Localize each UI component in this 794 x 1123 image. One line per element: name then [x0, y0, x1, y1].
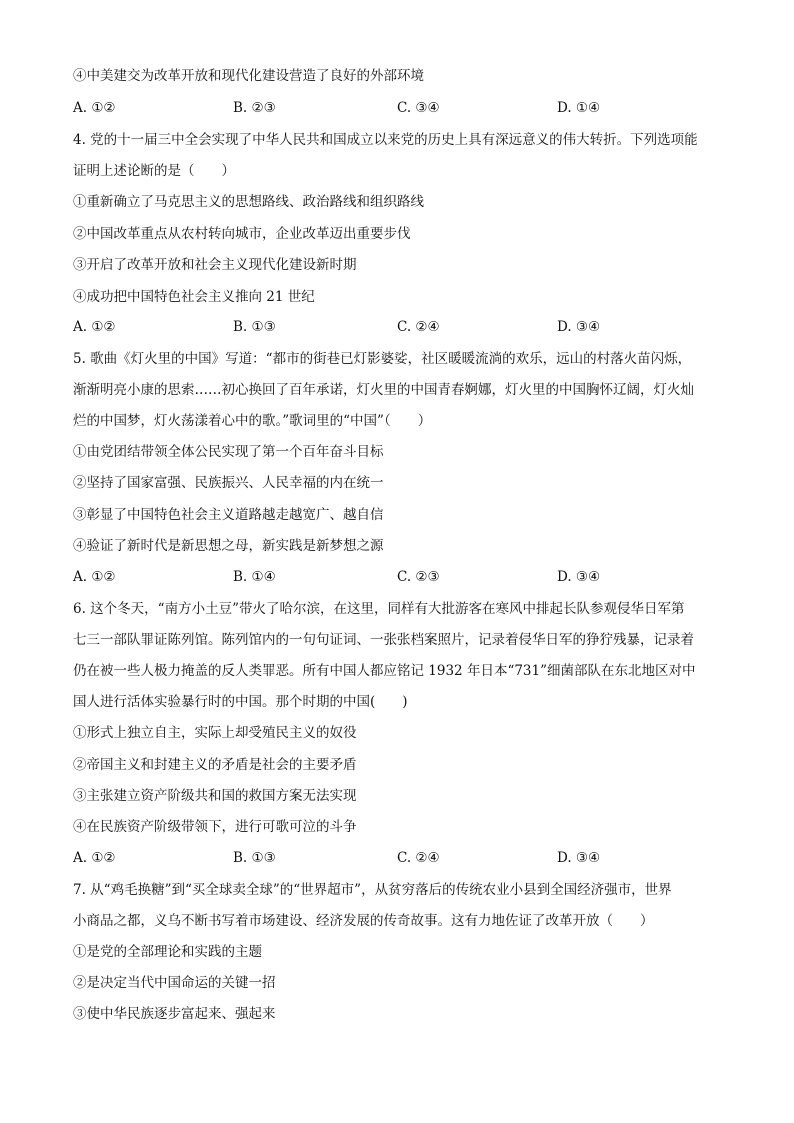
- q6-statement-3: ③主张建立资产阶级共和国的救国方案无法实现: [73, 788, 357, 804]
- q4-option-c[interactable]: C. ②④: [397, 319, 440, 335]
- q5-stem-line-3: 烂的中国梦，灯火荡漾着心中的歌。”歌词里的“中国”（ ）: [73, 413, 432, 429]
- q7-statement-2: ②是决定当代中国命运的关键一招: [73, 975, 276, 991]
- q5-option-d[interactable]: D. ③④: [557, 569, 601, 585]
- q7-stem-line-2: 小商品之都，义乌不断书写着市场建设、经济发展的传奇故事。这有力地佐证了改革开放（ ）: [73, 913, 654, 929]
- q7-statement-1: ①是党的全部理论和实践的主题: [73, 944, 262, 960]
- q3-options: [73, 99, 728, 117]
- q5-option-c[interactable]: C. ②③: [397, 569, 440, 585]
- q3-option-c[interactable]: C. ③④: [397, 100, 440, 116]
- q4-option-a[interactable]: A. ①②: [73, 319, 116, 335]
- q4-option-d[interactable]: D. ③④: [557, 319, 601, 335]
- q7-stem-line-1: 7. 从“鸡毛换糖”到“买全球卖全球”的“世界超市”，从贫穷落后的传统农业小县到全国经济强市，世界: [73, 882, 672, 898]
- q6-statement-4: ④在民族资产阶级带领下，进行可歌可泣的斗争: [73, 819, 357, 835]
- q4-stem-line-1: 4. 党的十一届三中全会实现了中华人民共和国成立以来党的历史上具有深远意义的伟大转折。下列选项能: [73, 132, 698, 148]
- q7-statement-3: ③使中华民族逐步富起来、强起来: [73, 1006, 276, 1022]
- q5-stem-line-2: 渐渐明亮小康的思索……初心换回了百年承诺，灯火里的中国青春婀娜，灯火里的中国胸怀辽阔，灯火灿: [73, 382, 694, 398]
- q6-option-d[interactable]: D. ③④: [557, 850, 601, 866]
- q6-statement-2: ②帝国主义和封建主义的矛盾是社会的主要矛盾: [73, 757, 357, 773]
- q4-option-b[interactable]: B. ①③: [233, 319, 276, 335]
- q5-stem-line-1: 5. 歌曲《灯火里的中国》写道：“都市的街巷已灯影婆娑，社区暖暖流淌的欢乐，远山的村落火苗闪烁，: [73, 351, 692, 367]
- q6-option-b[interactable]: B. ①③: [233, 850, 276, 866]
- q3-option-a[interactable]: A. ①②: [73, 100, 116, 116]
- q6-stem-line-3: 仍在被一些人极力掩盖的反人类罪恶。所有中国人都应铭记 1932 年日本“731”细菌部队在东北地区对中: [73, 663, 696, 679]
- q3-option-b[interactable]: B. ②③: [233, 100, 276, 116]
- q6-stem-line-4: 国人进行活体实验暴行时的中国。那个时期的中国( ): [73, 694, 408, 710]
- q6-stem-line-1: 6. 这个冬天，“南方小土豆”带火了哈尔滨，在这里，同样有大批游客在寒风中排起长队参观侵华日军第: [73, 601, 685, 617]
- q6-stem-line-2: 七三一部队罪证陈列馆。陈列馆内的一句句证词、一张张档案照片，记录着侵华日军的狰狞残暴，记录着: [73, 632, 694, 648]
- q4-statement-4: ④成功把中国特色社会主义推向 21 世纪: [73, 289, 315, 305]
- q6-options: [73, 849, 728, 867]
- q4-statement-1: ①重新确立了马克思主义的思想路线、政治路线和组织路线: [73, 194, 424, 210]
- q4-statement-3: ③开启了改革开放和社会主义现代化建设新时期: [73, 257, 357, 273]
- q5-option-a[interactable]: A. ①②: [73, 569, 116, 585]
- q5-statement-4: ④验证了新时代是新思想之母，新实践是新梦想之源: [73, 538, 384, 554]
- q5-statement-3: ③彰显了中国特色社会主义道路越走越宽广、越自信: [73, 507, 384, 523]
- q3-option-d[interactable]: D. ①④: [557, 100, 601, 116]
- q6-option-c[interactable]: C. ②④: [397, 850, 440, 866]
- q3-statement-4: ④中美建交为改革开放和现代化建设营造了良好的外部环境: [73, 68, 424, 84]
- q5-options: [73, 568, 728, 586]
- q4-options: [73, 318, 728, 336]
- q6-option-a[interactable]: A. ①②: [73, 850, 116, 866]
- q6-statement-1: ①形式上独立自主，实际上却受殖民主义的奴役: [73, 725, 357, 741]
- q4-stem-line-2: 证明上述论断的是（ ）: [73, 163, 235, 179]
- q4-statement-2: ②中国改革重点从农村转向城市，企业改革迈出重要步伐: [73, 226, 411, 242]
- q5-statement-1: ①由党团结带领全体公民实现了第一个百年奋斗目标: [73, 444, 384, 460]
- q5-option-b[interactable]: B. ①④: [233, 569, 276, 585]
- q5-statement-2: ②坚持了国家富强、民族振兴、人民幸福的内在统一: [73, 475, 384, 491]
